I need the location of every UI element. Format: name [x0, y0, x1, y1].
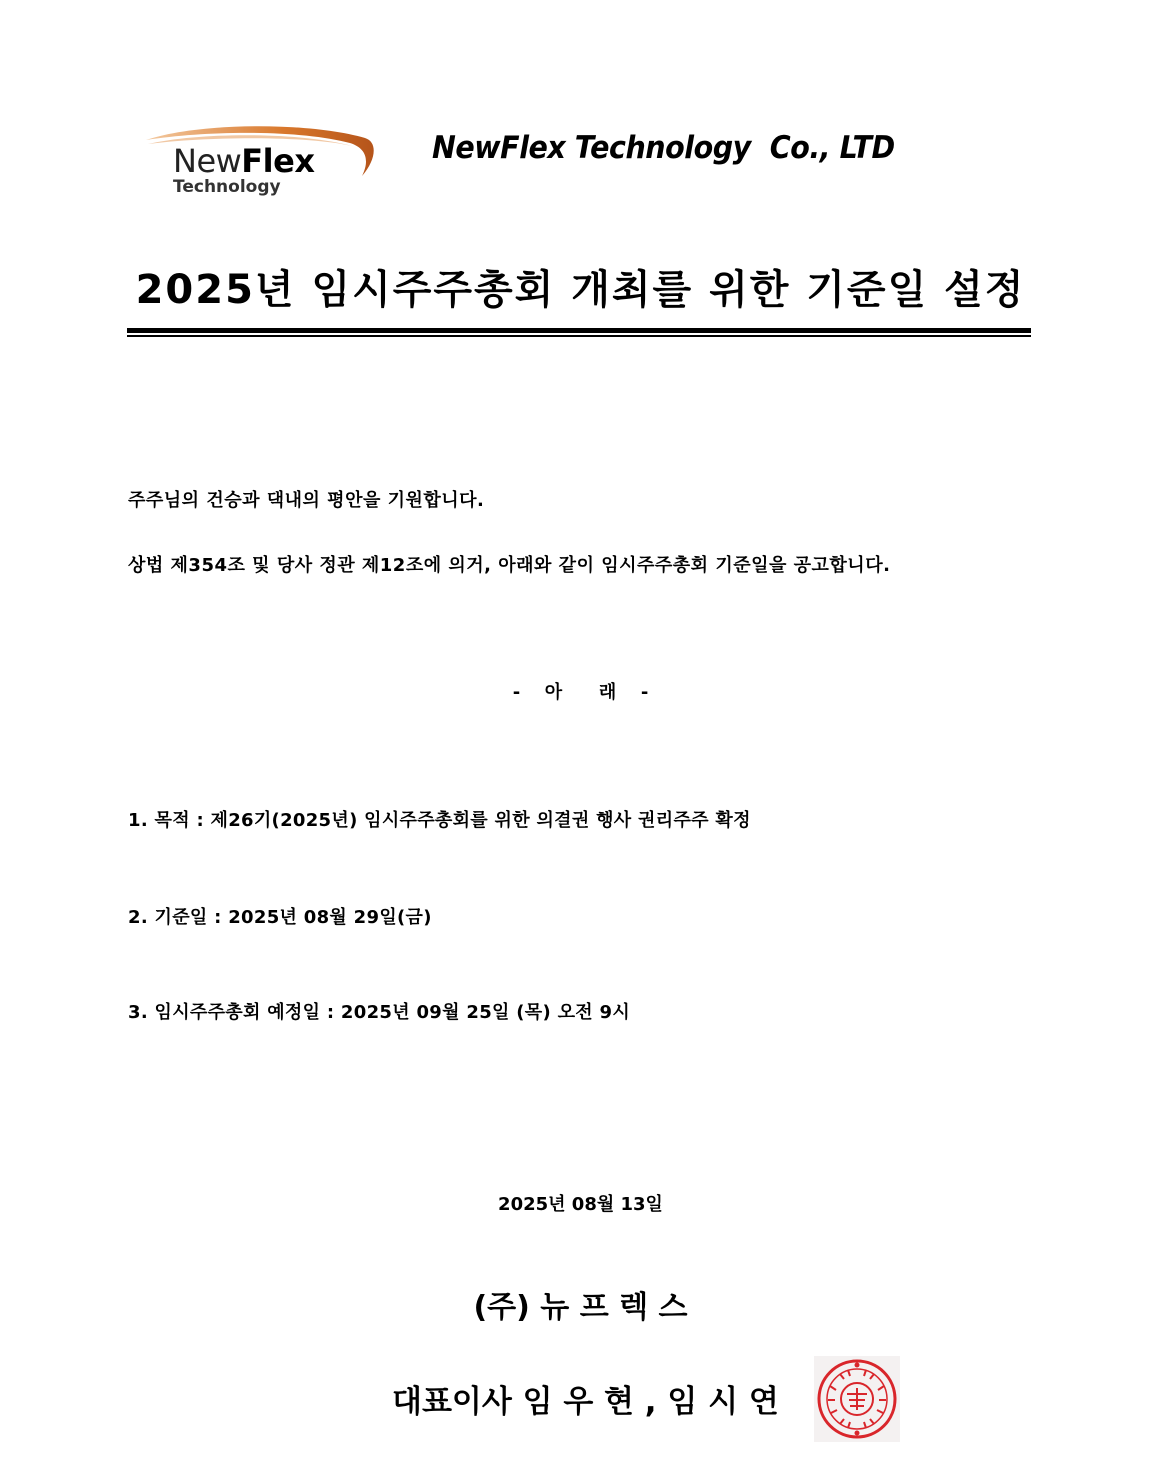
notice-paragraph: 상법 제354조 및 당사 정관 제12조에 의거, 아래와 같이 임시주주총회 기준일을 공고합니다.: [128, 555, 891, 576]
company-logo: [140, 124, 380, 204]
section-marker: - 아 래 -: [512, 682, 649, 703]
company-seal-icon: [814, 1356, 900, 1442]
logo-wordmark: [173, 142, 314, 180]
list-item-meeting-date: 3. 임시주주총회 예정일 : 2025년 09월 25일 (목) 오전 9시: [128, 1002, 631, 1023]
logo-word-new: New: [173, 142, 242, 180]
list-item-purpose: 1. 목적 : 제26기(2025년) 임시주주총회를 위한 의결권 행사 권리주주 확정: [128, 810, 751, 831]
document-title: 2025년 임시주주총회 개최를 위한 기준일 설정: [135, 267, 1026, 313]
title-divider-thick: [127, 328, 1031, 333]
greeting-paragraph: 주주님의 건승과 댁내의 평안을 기원합니다.: [128, 490, 485, 511]
notice-date: 2025년 08월 13일: [498, 1194, 663, 1215]
company-name-english: NewFlex Technology Co., LTD: [432, 130, 895, 166]
ceo-names: 대표이사 임 우 현 , 임 시 연: [392, 1384, 779, 1420]
company-name-korean: (주) 뉴 프 렉 스: [473, 1290, 688, 1325]
list-item-record-date: 2. 기준일 : 2025년 08월 29일(금): [128, 907, 432, 928]
logo-word-technology: Technology: [173, 177, 281, 197]
logo-word-flex: Flex: [241, 142, 315, 180]
title-divider-thin: [127, 335, 1031, 337]
